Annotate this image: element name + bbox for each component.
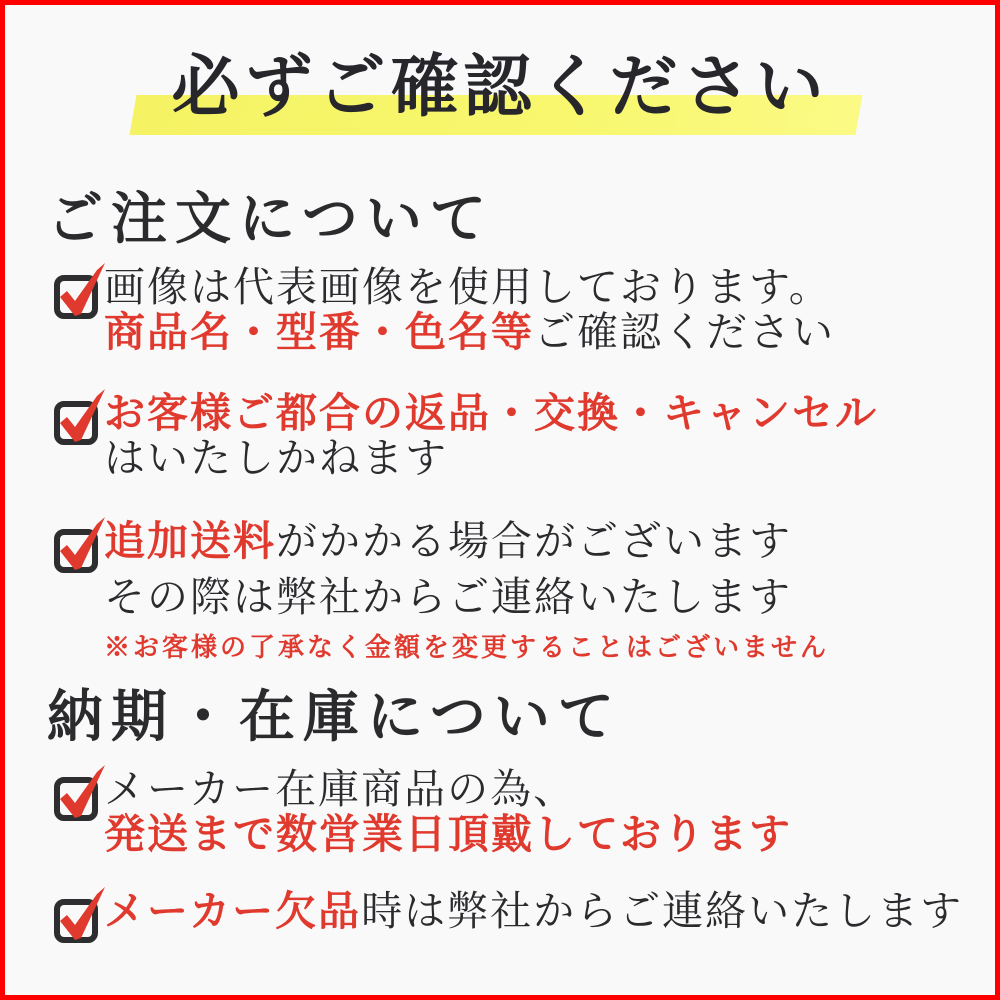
checked-checkbox-icon [53, 772, 99, 818]
checked-checkbox-icon [53, 524, 99, 570]
notice-item-out-of-stock [53, 889, 963, 940]
section-heading-orders: ご注文について [47, 186, 494, 252]
checked-checkbox-icon [53, 270, 99, 316]
item-text-segment: その際は弊社からご連絡いたします [104, 573, 792, 621]
item-text-segment: はいたしかねます [104, 434, 448, 482]
notice-item-extra-shipping [53, 519, 829, 663]
item-text [104, 889, 963, 934]
item-text-segment-emphasis: 商品名・型番・色名等 [104, 308, 534, 356]
item-text-segment: がかかる場合がございます [276, 517, 792, 565]
item-text [104, 391, 878, 481]
item-text-segment: ご確認ください [534, 308, 835, 356]
item-text [104, 767, 792, 857]
item-text-segment: 画像は代表画像を使用しております。 [104, 263, 832, 311]
checked-checkbox-icon [53, 894, 99, 940]
item-text [104, 519, 829, 663]
item-text-segment: メーカー在庫商品の為、 [104, 765, 577, 813]
title-block [5, 39, 995, 135]
item-text [104, 265, 835, 355]
item-text-segment-emphasis: お客様ご都合の返品・交換・キャンセル [104, 389, 878, 437]
page-title: 必ずご確認ください [171, 47, 829, 127]
notice-item-no-returns [53, 391, 878, 481]
item-text-segment: 時は弊社からご連絡いたします [361, 887, 964, 935]
item-text-segment-emphasis: メーカー欠品 [104, 887, 362, 935]
notice-item-representative-image [53, 265, 835, 355]
checked-checkbox-icon [53, 396, 99, 442]
item-footnote: ※お客様の了承なく金額を変更することはございません [104, 633, 830, 663]
item-text-segment-emphasis: 発送まで数営業日頂戴しております [104, 810, 792, 858]
notice-item-lead-time [53, 767, 792, 857]
section-heading-stock: 納期・在庫について [47, 684, 622, 750]
item-text-segment-emphasis: 追加送料 [104, 517, 276, 565]
